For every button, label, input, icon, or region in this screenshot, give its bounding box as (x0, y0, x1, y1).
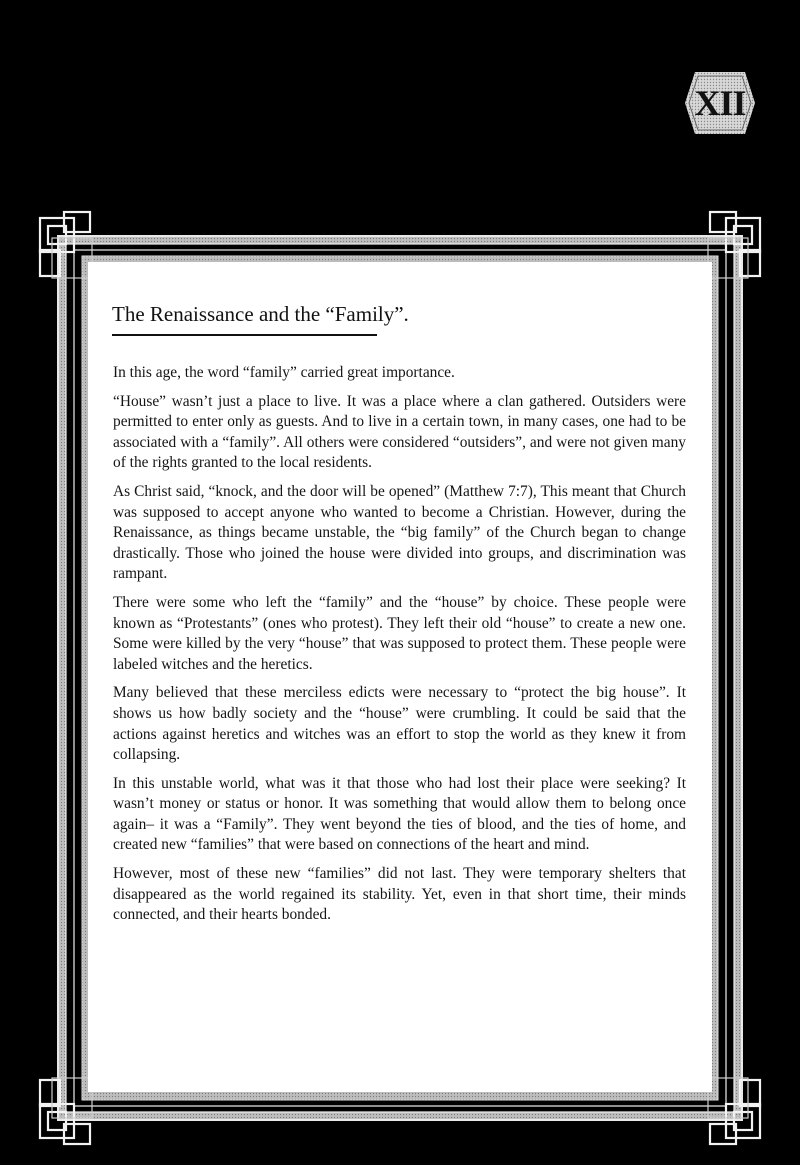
title-underline (112, 334, 377, 336)
article-body (113, 363, 686, 934)
paragraph: However, most of these new “families” did not last. They were temporary shelters that disappeared as the world regained its stability. Yet, even in that short time, their minds connected, and their hearts bonded. (113, 865, 686, 924)
paragraph: Many believed that these merciless edicts were necessary to “protect the big house”. It shows us how badly society and the “house” were crumbling. It could be said that the actions against heretics and witches was an effort to stop the world as they knew it from collapsing. (113, 684, 686, 764)
paragraph: “House” wasn’t just a place to live. It was a place where a clan gathered. Outsiders were permitted to enter only as guests. And to live in a certain town, in many cases, one had to be associated with a “family”. All others were considered “outsiders”, and were not given many of the rights granted to the local residents. (113, 392, 686, 472)
paragraph: In this age, the word “family” carried great importance. (113, 364, 455, 381)
paragraph: In this unstable world, what was it that those who had lost their place were seeking? It wasn’t money or status or honor. It was something that would allow them to belong once again– it was a “Family”. They went beyond the ties of blood, and the ties of home, and created new “families” that were based on connections of the heart and mind. (113, 774, 686, 854)
page-title: The Renaissance and the “Family”. (112, 302, 409, 326)
chapter-number: XII (694, 83, 746, 123)
paragraph: As Christ said, “knock, and the door will be opened” (Matthew 7:7), This meant that Church was supposed to accept anyone who wanted to become a Christian. However, during the Renaissance, as things became unstable, the “big family” of the Church began to change drastically. Those who joined the house were divided into groups, and discrimination was rampant. (113, 482, 686, 583)
paragraph: There were some who left the “family” and the “house” by choice. These people were known as “Protestants” (ones who protest). They left their old “house” to create a new one. Some were killed by the very “house” that was supposed to protect them. These people were labeled witches and the heretics. (113, 593, 686, 673)
